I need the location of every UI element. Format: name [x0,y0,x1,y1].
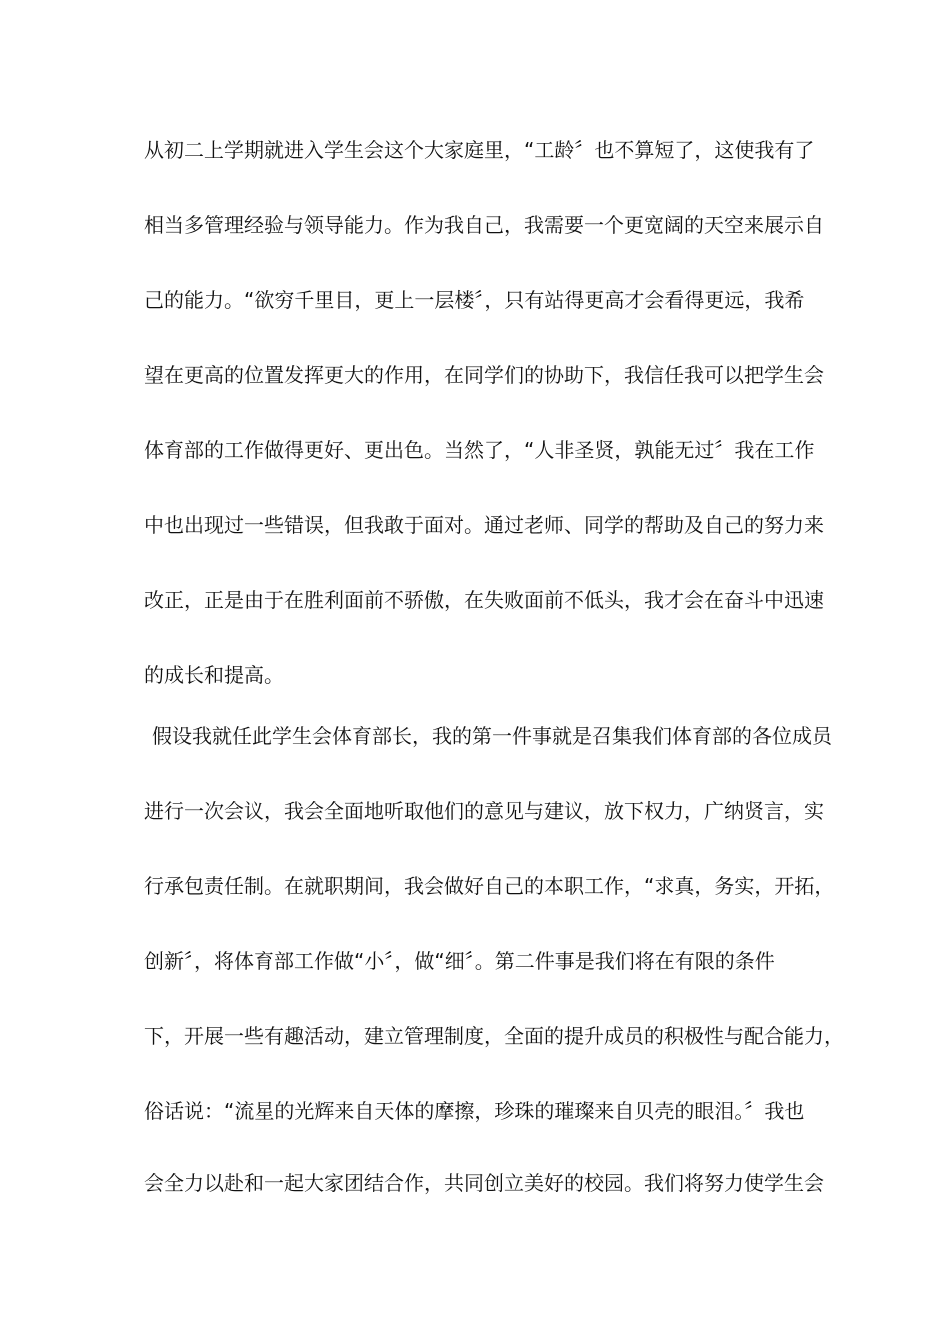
text-line: 行承包责任制。在就职期间，我会做好自己的本职工作，“求真，务实，开拓， [144,874,835,898]
text-line: 会全力以赴和一起大家团结合作，共同创立美好的校园。我们将努力使学生会 [144,1171,824,1195]
text-line: 假设我就任此学生会体育部长，我的第一件事就是召集我们体育部的各位成员 [152,724,832,748]
text-line: 下，开展一些有趣活动，建立管理制度，全面的提升成员的积极性与配合能力， [144,1024,844,1048]
text-line: 进行一次会议，我会全面地听取他们的意见与建议，放下权力，广纳贤言，实 [144,799,824,823]
text-line: 改正，正是由于在胜利面前不骄傲，在失败面前不低头，我才会在奋斗中迅速 [144,588,824,612]
text-line: 己的能力。“欲穷千里目，更上一层楼〞，只有站得更高才会看得更远，我希 [144,288,805,312]
text-line: 相当多管理经验与领导能力。作为我自己，我需要一个更宽阔的天空来展示自 [144,213,824,237]
text-line: 创新〞，将体育部工作做“小〞，做“细〞。第二件事是我们将在有限的条件 [144,949,775,973]
text-line: 俗话说：“流星的光辉来自天体的摩擦，珍珠的璀璨来自贝壳的眼泪。〞我也 [144,1099,805,1123]
text-line: 体育部的工作做得更好、更出色。当然了，“人非圣贤，孰能无过〞我在工作 [144,438,815,462]
text-line: 望在更高的位置发挥更大的作用，在同学们的协助下，我信任我可以把学生会 [144,363,824,387]
text-line: 从初二上学期就进入学生会这个大家庭里，“工龄〞也不算短了，这使我有了 [144,138,815,162]
text-line: 的成长和提高。 [144,663,284,687]
text-line: 中也出现过一些错误，但我敢于面对。通过老师、同学的帮助及自己的努力来 [144,513,824,537]
